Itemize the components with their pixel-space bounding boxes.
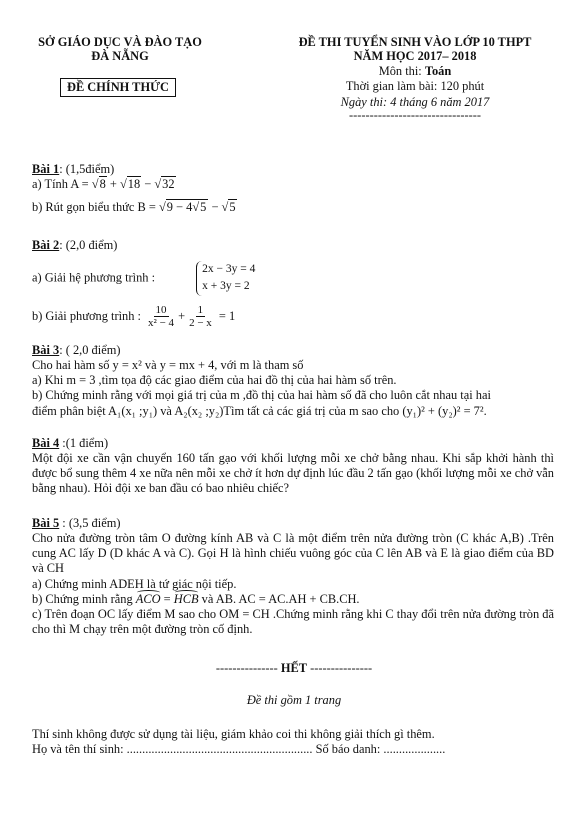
- problem-4-points: :(1 điểm): [59, 436, 109, 450]
- problem-5b: b) Chứng minh rằng ACO = HCB và AB. AC = AC.AH + CB.CH.: [32, 591, 360, 606]
- problem-3b-line-2: điểm phân biệt A₁(x₁ ;y₁) và A₂(x₂ ;y₂)Tìm tất cả các giá trị của m sao cho (y₁)² + (y₂)² = 7².: [32, 403, 487, 418]
- problem-4: [32, 436, 554, 497]
- problem-5c: c) Trên đoạn OC lấy điểm M sao cho OM = CH .Chứng minh rằng khi C thay đổi trên nửa đường tròn đã cho thì M chạy trên một đường tròn cố định.: [32, 606, 554, 636]
- exam-title: ĐỀ THI TUYỂN SINH VÀO LỚP 10 THPT: [298, 35, 532, 49]
- problem-5-points: : (3,5 điểm): [59, 516, 121, 530]
- end-marker: --------------- HẾT ---------------: [215, 661, 373, 675]
- equation-2: x + 3y = 2: [202, 280, 250, 293]
- exam-subject: [265, 64, 565, 79]
- problem-1: [32, 162, 554, 215]
- problem-5-title: Bài 5: [32, 516, 60, 530]
- problem-2b: b) Giải phương trình : $\frac{10}{\text{x² − 4}}$ + $\frac{1}{2 - x}$ = 1: [32, 303, 236, 329]
- problem-2a: a) Giải hệ phương trình : 2x − 3y = 4 x + 3y = 2: [32, 261, 554, 296]
- exam-header: [265, 35, 565, 123]
- department-line-1: SỞ GIÁO DỤC VÀ ĐÀO TẠO: [38, 35, 202, 49]
- problem-1-points: : (1,5điểm): [59, 162, 115, 176]
- exam-date: Ngày thi: 4 tháng 6 năm 2017: [340, 94, 490, 109]
- problem-1a: a) Tính A = √8 + √18 − √32: [32, 177, 175, 192]
- rules-note: Thí sinh không được sử dụng tài liệu, giám khảo coi thi không giải thích gì thêm.: [32, 727, 435, 741]
- subject-label: Môn thi:: [378, 64, 425, 79]
- equation-1: 2x − 3y = 4: [202, 263, 256, 276]
- problem-2-title: Bài 2: [32, 238, 60, 252]
- problem-4-text: Một đội xe cần vận chuyển 160 tấn gạo với khối lượng mỗi xe chở bằng nhau. Khi sắp khởi hành thì được bổ sung thêm 4 xe nữa nên mỗi xe chở ít hơn dự định lúc đầu 2 tấn gạo (khối lượng mỗi xe chở vẫn bằng nhau). Hỏi đội xe ban đầu có bao nhiêu chiếc?: [32, 451, 554, 496]
- problem-4-title: Bài 4: [32, 436, 60, 450]
- fraction-2: $\frac{1}{2 - x}$: [189, 303, 212, 329]
- problem-5: [32, 516, 554, 637]
- problem-3a: a) Khi m = 3 ,tìm tọa độ các giao điểm của hai đồ thị của hai hàm số trên.: [32, 373, 397, 388]
- page-count: Đề thi gồm 1 trang: [246, 693, 342, 707]
- official-badge: ĐỀ CHÍNH THỨC: [60, 78, 176, 97]
- subject-value: Toán: [424, 64, 452, 79]
- problem-5-intro: Cho nửa đường tròn tâm O đường kính AB và C là một điểm trên nửa đường tròn (C khác A,B) .Trên cung AC lấy D (D khác A và C). Gọi H là hình chiếu vuông góc của C lên AB và E là giao điểm của BD và CH: [32, 531, 554, 576]
- problem-3-intro: Cho hai hàm số y = x² và y = mx + 4, với m là tham số: [32, 358, 304, 373]
- fraction-1: $\frac{10}{\text{x² − 4}}$: [148, 303, 175, 329]
- problem-1b: b) Rút gọn biểu thức B = √9 − 4√5 − √5: [32, 200, 236, 215]
- department-header: [20, 35, 220, 64]
- problem-3-title: Bài 3: [32, 343, 60, 357]
- arc-aco: ACO: [135, 591, 161, 606]
- candidate-fields: Họ và tên thí sinh: ............................................................ Số báo danh: ....................: [32, 742, 446, 757]
- equation-system: [196, 261, 255, 296]
- problem-2-points: : (2,0 điểm): [59, 238, 118, 252]
- header-divider: --------------------------------: [348, 107, 482, 122]
- problem-2: [32, 238, 554, 329]
- candidate-note: [32, 727, 562, 757]
- end-label: HẾT: [280, 661, 308, 675]
- exam-year: NĂM HỌC 2017– 2018: [353, 49, 477, 64]
- problem-5a: a) Chứng minh ADEH là tứ giác nội tiếp.: [32, 576, 237, 591]
- problem-3-points: : ( 2,0 điểm): [59, 343, 121, 357]
- problem-1-title: Bài 1: [32, 162, 60, 176]
- problem-3: [32, 343, 554, 419]
- arc-hcb: HCB: [173, 591, 199, 606]
- department-line-2: ĐÀ NẴNG: [91, 49, 149, 64]
- problem-3b-line-1: b) Chứng minh rằng với mọi giá trị của m ,đồ thị của hai hàm số đã cho luôn cắt nhau tại hai: [32, 388, 491, 403]
- exam-time: Thời gian làm bài: 120 phút: [345, 79, 485, 94]
